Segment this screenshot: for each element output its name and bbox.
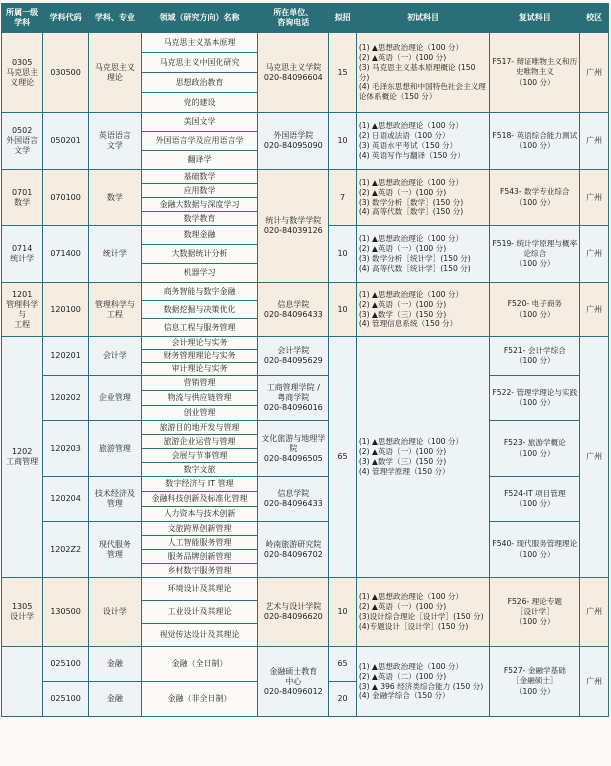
category-cell: [2, 647, 43, 717]
major-cell: 现代服务 管理: [88, 522, 141, 578]
direction-cell: 党的建设: [141, 93, 258, 113]
retest-cell: F540- 现代服务管理理论（100 分）: [490, 522, 580, 578]
direction-cell: 文旅跨界创新管理: [141, 522, 258, 536]
col-prelim: 初试科目: [356, 4, 489, 33]
direction-cell: 人工智能服务管理: [141, 536, 258, 550]
code-cell: 1202Z2: [43, 522, 89, 578]
campus-cell: 广州: [580, 170, 609, 226]
header-row: [2, 4, 609, 33]
quota-cell: 15: [329, 33, 357, 113]
code-cell: 130500: [43, 578, 89, 647]
col-direction: 领域（研究方向）名称: [141, 4, 258, 33]
code-cell: 120100: [43, 283, 89, 337]
retest-cell: F518- 英语综合能力测试 （100 分）: [490, 113, 580, 170]
major-cell: 金融: [88, 682, 141, 717]
unit-cell: 岭南旅游研究院 020-84096702: [258, 522, 329, 578]
direction-cell: 金融大数据与深度学习: [141, 198, 258, 212]
table-row: [2, 477, 609, 492]
direction-cell: 旅游目的地开发与管理: [141, 421, 258, 435]
direction-cell: 审计理论与实务: [141, 363, 258, 376]
unit-cell: 艺术与设计学院 020-84096620: [258, 578, 329, 647]
major-cell: 会计学: [88, 337, 141, 376]
major-cell: 马克思主义 理论: [88, 33, 141, 113]
quota-cell: 65: [329, 647, 357, 682]
direction-cell: 会计理论与实务: [141, 337, 258, 350]
direction-cell: 马克思主义基本原理: [141, 33, 258, 53]
direction-cell: 数字文旅: [141, 463, 258, 477]
retest-cell: F517- 辩证唯物主义和历史唯物主义 （100 分）: [490, 33, 580, 113]
unit-cell: 金融硕士教育 中心 020-84096012: [258, 647, 329, 717]
table-row: [2, 283, 609, 301]
direction-cell: 外国语言学及应用语言学: [141, 132, 258, 151]
retest-cell: F524-IT 项目管理 （100 分）: [490, 477, 580, 522]
prelim-cell: (1) ▲思想政治理论（100 分） (2) ▲英语（一）(100 分) (3) ▲数学（三）(150 分) (4) 管理信息系统（150 分）: [356, 283, 489, 337]
direction-cell: 服务品牌创新管理: [141, 550, 258, 564]
direction-cell: 大数据统计分析: [141, 245, 258, 264]
retest-cell: F519- 统计学原理与概率论综合 （100 分）: [490, 226, 580, 283]
direction-cell: 会展与节事管理: [141, 449, 258, 463]
code-cell: 025100: [43, 647, 89, 682]
direction-cell: 财务管理理论与实务: [141, 350, 258, 363]
major-cell: 旅游管理: [88, 421, 141, 477]
direction-cell: 数学教育: [141, 212, 258, 226]
quota-cell: 10: [329, 578, 357, 647]
major-cell: 英语语言 文学: [88, 113, 141, 170]
retest-cell: F526- 理论专题 ［设计学］ （100 分）: [490, 578, 580, 647]
campus-cell: 广州: [580, 113, 609, 170]
direction-cell: 商务智能与数字金融: [141, 283, 258, 301]
unit-cell: 马克思主义学院 020-84096604: [258, 33, 329, 113]
quota-cell: 10: [329, 226, 357, 283]
campus-cell: 广州: [580, 337, 609, 578]
major-cell: 管理科学与 工程: [88, 283, 141, 337]
major-cell: 金融: [88, 647, 141, 682]
category-cell: 1201 管理科学与 工程: [2, 283, 43, 337]
unit-cell: 工商管理学院 / 粤商学院 020-84096016: [258, 376, 329, 421]
retest-cell: F527- 金融学基础 ［金融硕士］ （100 分）: [490, 647, 580, 717]
prelim-cell: (1) ▲思想政治理论（100 分） (2) ▲英语（二）(100 分) (3) ▲ 396 经济类综合能力 (150 分) (4) 金融学综合（150 分）: [356, 647, 489, 717]
direction-cell: 数字经济与 IT 管理: [141, 477, 258, 492]
col-unit: 所在单位、 咨询电话: [258, 4, 329, 33]
retest-cell: F522- 管理学理论与实践 （100 分）: [490, 376, 580, 421]
direction-cell: 旅游企业运营与管理: [141, 435, 258, 449]
code-cell: 120202: [43, 376, 89, 421]
campus-cell: 广州: [580, 647, 609, 717]
col-major: 学科、专业: [88, 4, 141, 33]
prelim-cell: (1) ▲思想政治理论（100 分） (2) ▲英语（一）(100 分) (3)设计综合理论［设计学］(150 分) (4)专题设计［设计学］(150 分): [356, 578, 489, 647]
quota-cell: 7: [329, 170, 357, 226]
major-cell: 统计学: [88, 226, 141, 283]
direction-cell: 应用数学: [141, 184, 258, 198]
prelim-cell: (1) ▲思想政治理论（100 分） (2) ▲英语（一）(100 分) (3) 数学分析［数学］(150 分) (4) 高等代数［数学］(150 分): [356, 170, 489, 226]
direction-cell: 金融（全日制）: [141, 647, 258, 682]
direction-cell: 机器学习: [141, 264, 258, 283]
table-row: [2, 33, 609, 53]
major-cell: 设计学: [88, 578, 141, 647]
retest-cell: F520- 电子商务 （100 分）: [490, 283, 580, 337]
direction-cell: 视觉传达设计及其理论: [141, 624, 258, 647]
campus-cell: 广州: [580, 283, 609, 337]
code-cell: 120203: [43, 421, 89, 477]
direction-cell: 创业管理: [141, 406, 258, 421]
prelim-cell: (1) ▲思想政治理论（100 分） (2) ▲英语（一）(100 分) (3) 数学分析［统计学］(150 分) (4) 高等代数［统计学］(150 分): [356, 226, 489, 283]
major-cell: 技术经济及 管理: [88, 477, 141, 522]
direction-cell: 思想政治教育: [141, 73, 258, 93]
direction-cell: 营销管理: [141, 376, 258, 391]
retest-cell: F521- 会计学综合 （100 分）: [490, 337, 580, 376]
category-cell: 0701 数学: [2, 170, 43, 226]
admissions-table: [1, 3, 609, 717]
direction-cell: 美国文学: [141, 113, 258, 132]
table-row: [2, 337, 609, 350]
direction-cell: 工业设计及其理论: [141, 601, 258, 624]
table-row: [2, 578, 609, 601]
quota-cell: 20: [329, 682, 357, 717]
unit-cell: 统计与数学学院 020-84039126: [258, 170, 329, 283]
col-code: 学科代码: [43, 4, 89, 33]
code-cell: 071400: [43, 226, 89, 283]
direction-cell: 环境设计及其理论: [141, 578, 258, 601]
table-row: [2, 647, 609, 682]
retest-cell: F543- 数学专业综合 （100 分）: [490, 170, 580, 226]
col-campus: 校区: [580, 4, 609, 33]
code-cell: 050201: [43, 113, 89, 170]
table-row: [2, 522, 609, 536]
table-row: [2, 170, 609, 184]
code-cell: 120201: [43, 337, 89, 376]
code-cell: 120204: [43, 477, 89, 522]
category-cell: 1305 设计学: [2, 578, 43, 647]
campus-cell: 广州: [580, 578, 609, 647]
direction-cell: 基础数学: [141, 170, 258, 184]
unit-cell: 会计学院 020-84095629: [258, 337, 329, 376]
unit-cell: 文化旅游与地理学院 020-84096505: [258, 421, 329, 477]
direction-cell: 马克思主义中国化研究: [141, 53, 258, 73]
direction-cell: 数据挖掘与决策优化: [141, 301, 258, 319]
quota-cell: 10: [329, 283, 357, 337]
prelim-cell: (1) ▲思想政治理论（100 分） (2) 日语或法语（100 分） (3) 英语水平考试（150 分） (4) 英语写作与翻译（150 分）: [356, 113, 489, 170]
major-cell: 企业管理: [88, 376, 141, 421]
table-row: [2, 376, 609, 391]
category-cell: 0502 外国语言 文学: [2, 113, 43, 170]
quota-cell: 65: [329, 337, 357, 578]
category-cell: 0305 马克思主 义理论: [2, 33, 43, 113]
direction-cell: 翻译学: [141, 151, 258, 170]
table-row: [2, 113, 609, 132]
code-cell: 025100: [43, 682, 89, 717]
direction-cell: 金融（非全日制）: [141, 682, 258, 717]
direction-cell: 人力资本与技术创新: [141, 507, 258, 522]
col-quota: 拟招: [329, 4, 357, 33]
direction-cell: 信息工程与服务管理: [141, 319, 258, 337]
col-category: 所属一级 学科: [2, 4, 43, 33]
col-retest: 复试科目: [490, 4, 580, 33]
direction-cell: 金融科技创新及标准化管理: [141, 492, 258, 507]
code-cell: 070100: [43, 170, 89, 226]
table-row: [2, 421, 609, 435]
quota-cell: 10: [329, 113, 357, 170]
retest-cell: F523- 旅游学概论 （100 分）: [490, 421, 580, 477]
unit-cell: 信息学院 020-84096433: [258, 477, 329, 522]
campus-cell: 广州: [580, 226, 609, 283]
campus-cell: 广州: [580, 33, 609, 113]
unit-cell: 信息学院 020-84096433: [258, 283, 329, 337]
category-cell: 0714 统计学: [2, 226, 43, 283]
direction-cell: 乡村数字服务管理: [141, 564, 258, 578]
unit-cell: 外国语学院 020-84095090: [258, 113, 329, 170]
category-cell: 1202 工商管理: [2, 337, 43, 578]
direction-cell: 数理金融: [141, 226, 258, 245]
major-cell: 数学: [88, 170, 141, 226]
prelim-cell: (1) ▲思想政治理论（100 分） (2) ▲英语（一）(100 分) (3) 马克思主义基本原理概论 (150 分) (4) 毛泽东思想和中国特色社会主义理论体系概论（150 分）: [356, 33, 489, 113]
direction-cell: 物流与供应链管理: [141, 391, 258, 406]
code-cell: 030500: [43, 33, 89, 113]
prelim-cell: (1) ▲思想政治理论（100 分） (2) ▲英语（一）(100 分) (3) ▲数学（三）(150 分) (4) 管理学原理（150 分）: [356, 337, 489, 578]
